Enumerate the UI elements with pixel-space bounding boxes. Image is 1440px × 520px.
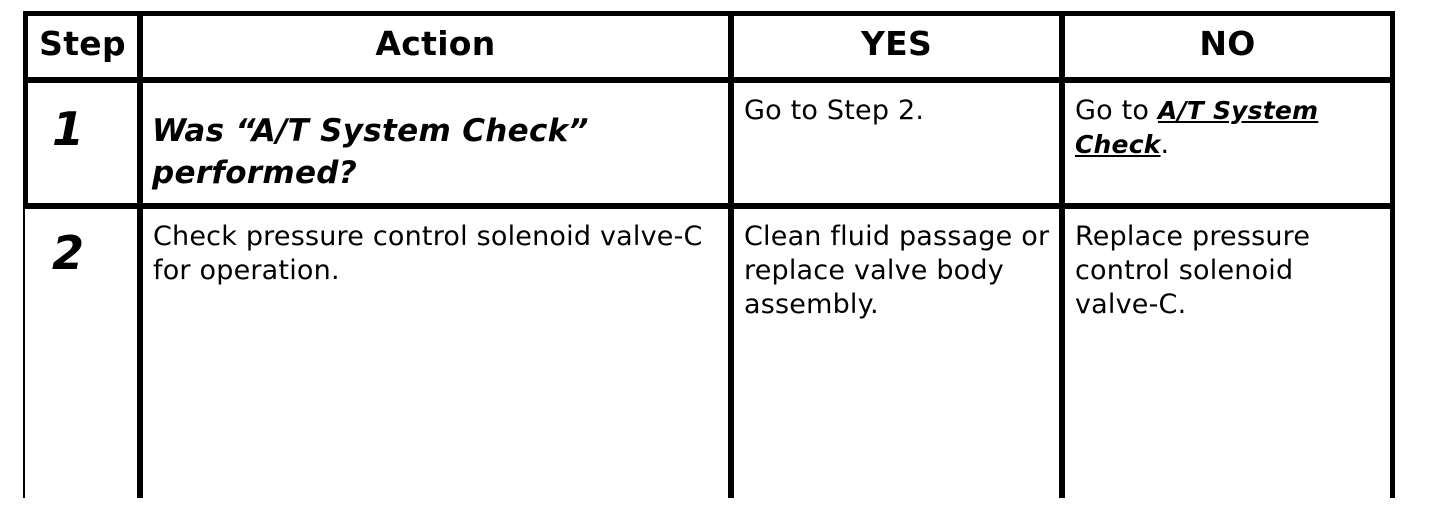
column-divider-yes — [1059, 11, 1065, 498]
step-number-2: 2 — [52, 226, 85, 280]
no-cell-1-suffix: . — [1160, 129, 1170, 160]
header-action: Action — [375, 24, 496, 63]
no-cell-1-prefix: Go to — [1075, 95, 1158, 126]
header-step: Step — [39, 24, 126, 63]
column-divider-step — [137, 11, 143, 498]
table-border-left-lower — [23, 209, 25, 498]
column-divider-action — [728, 11, 734, 498]
no-cell-1 — [1075, 94, 1385, 162]
table-border-right — [1390, 11, 1395, 498]
table-border-top — [23, 11, 1395, 16]
at-system-check-link[interactable]: A/T System Check — [1075, 96, 1319, 159]
header-divider — [23, 77, 1395, 83]
yes-cell-2: Clean fluid passage or replace valve body assembly. — [744, 221, 1050, 320]
yes-cell-1: Go to Step 2. — [744, 95, 925, 126]
header-yes: YES — [860, 24, 933, 63]
row-divider — [23, 203, 1395, 209]
action-cell-2: Check pressure control solenoid valve-C for operation. — [153, 221, 703, 286]
step-number-1: 1 — [52, 102, 85, 156]
header-no: NO — [1199, 24, 1256, 63]
no-cell-2: Replace pressure control solenoid valve-C. — [1075, 221, 1311, 320]
action-cell-1: Was “A/T System Check” performed? — [152, 113, 589, 191]
